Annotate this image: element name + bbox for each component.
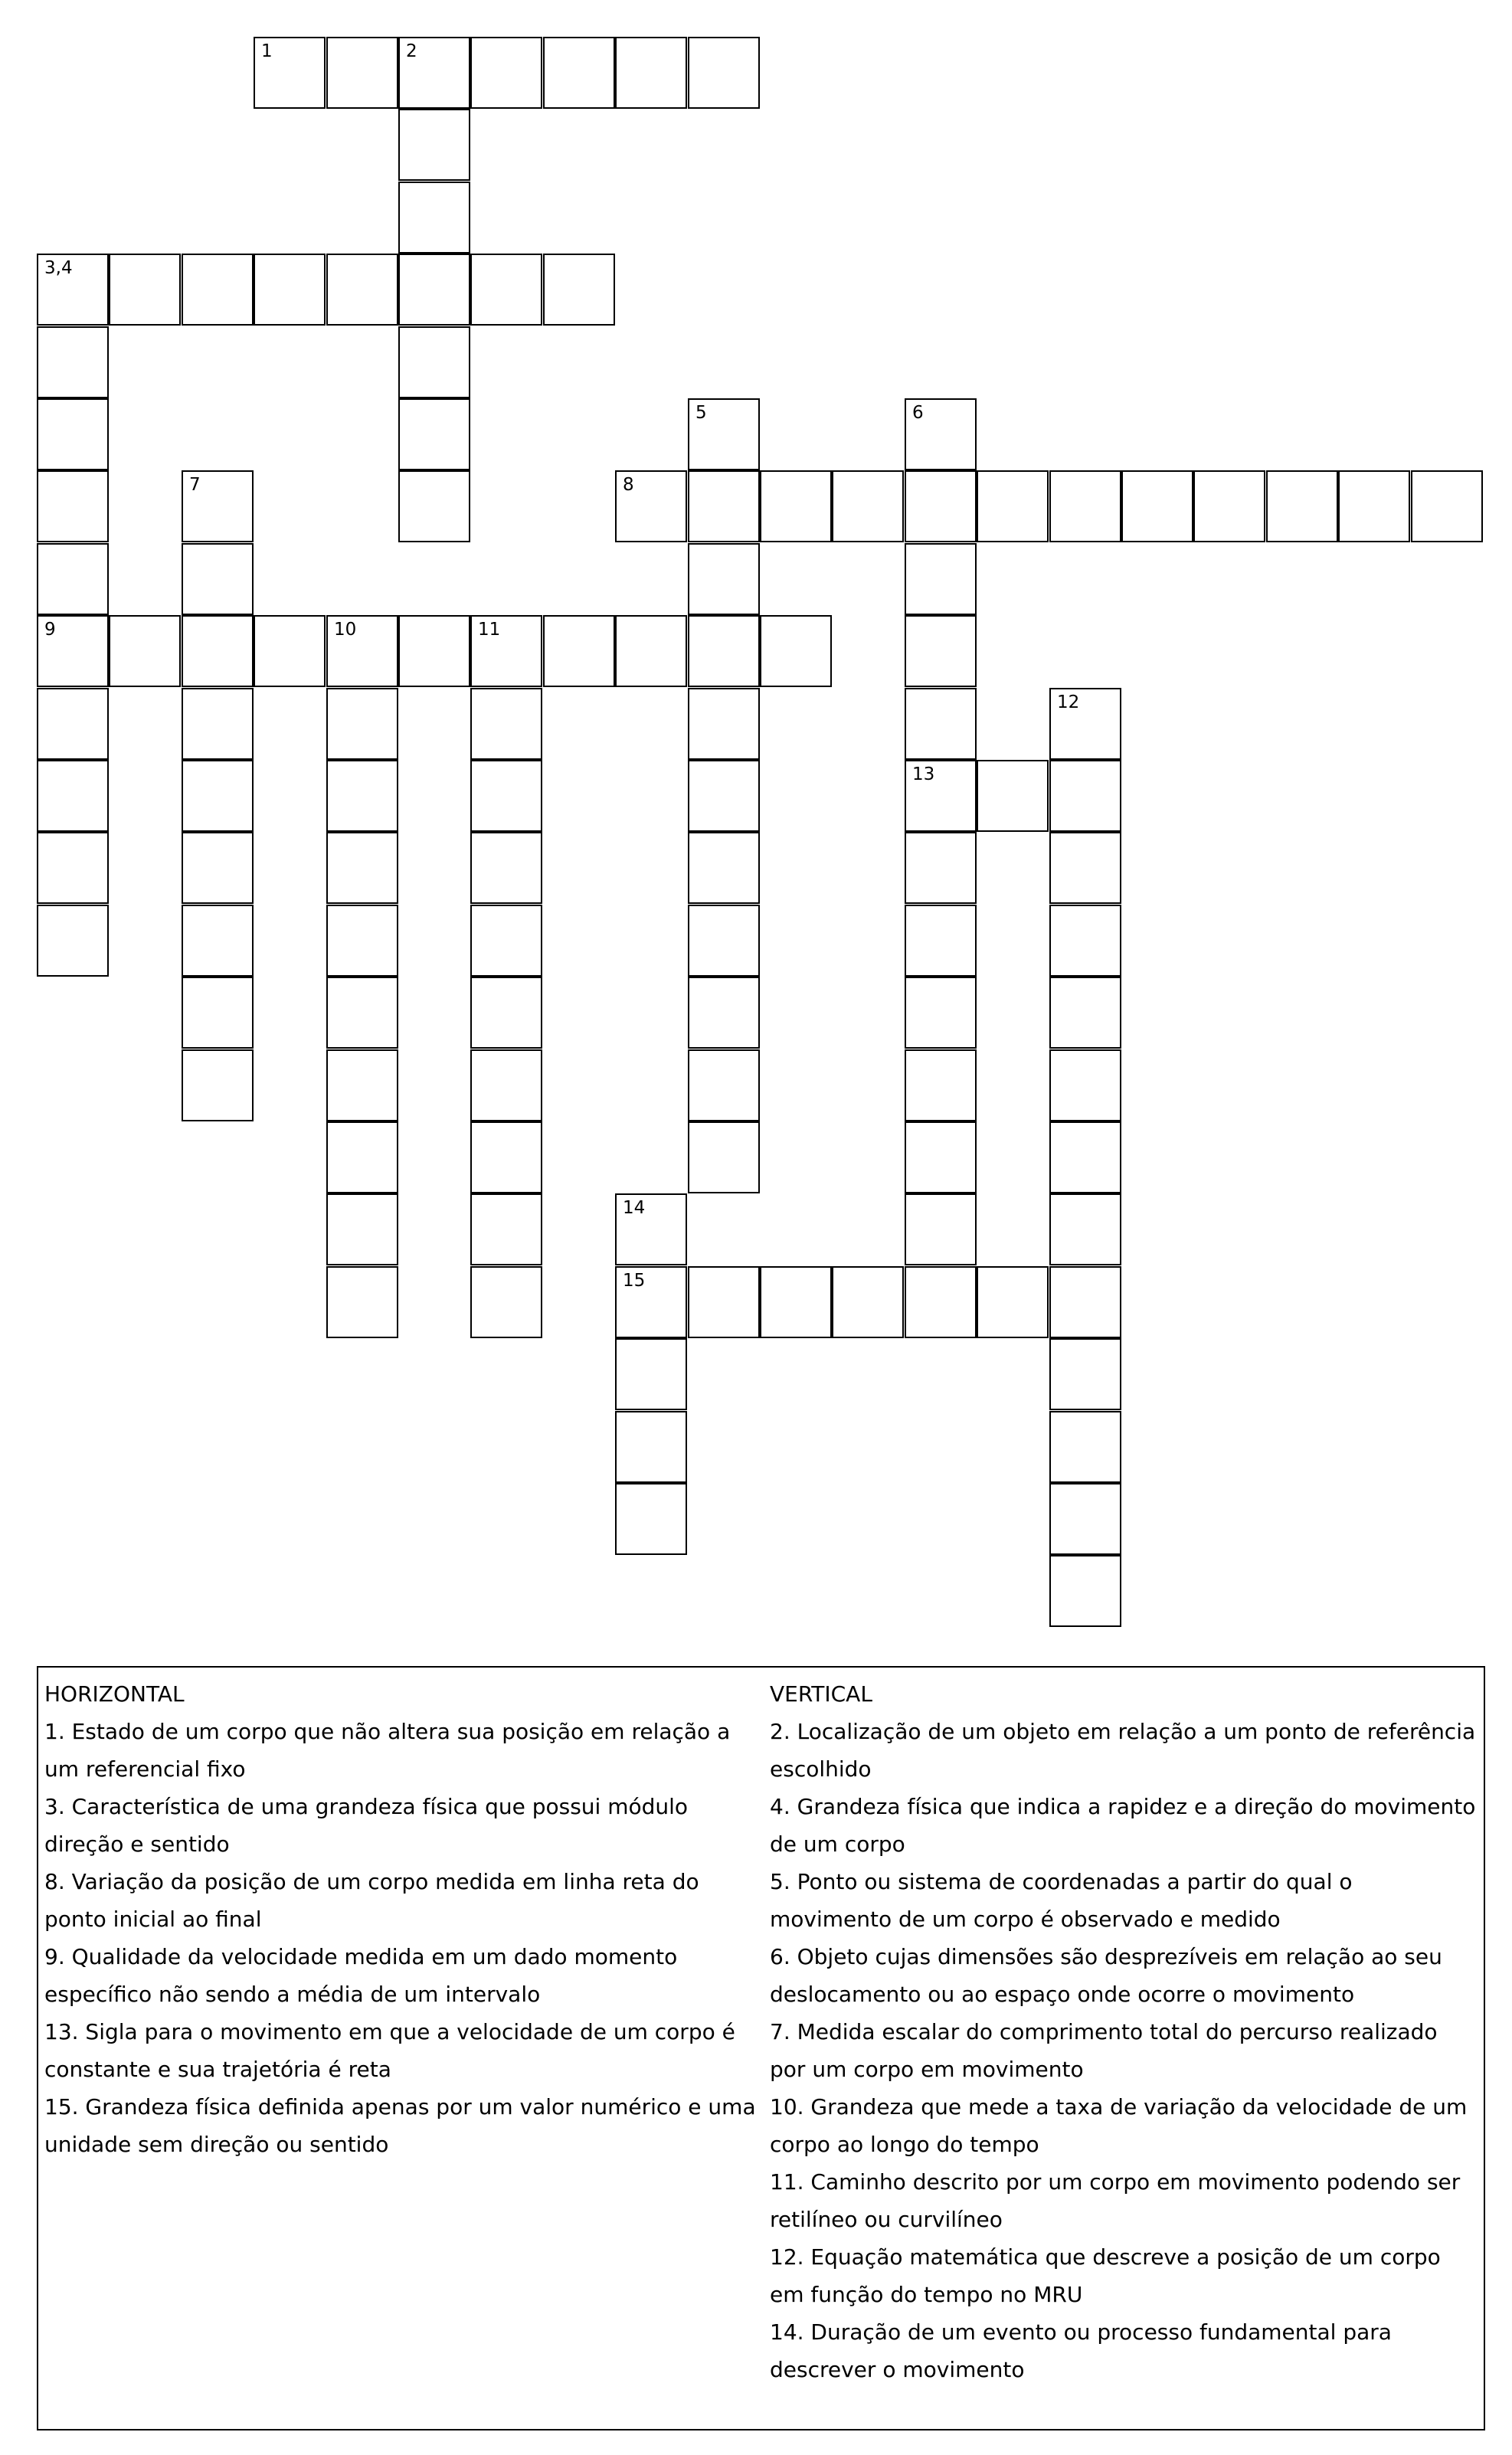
grid-cell[interactable] [470,832,542,904]
grid-cell[interactable] [905,977,977,1049]
horizontal-title: HORIZONTAL [44,1681,185,1707]
grid-cell[interactable] [543,37,615,109]
clue-number: 1 [261,41,273,61]
grid-cell[interactable] [470,905,542,977]
grid-cell[interactable] [326,1193,398,1265]
grid-cell[interactable] [37,543,109,615]
grid-cell[interactable] [37,326,109,398]
grid-cell[interactable] [688,688,760,760]
clue-number: 3,4 [44,258,73,278]
grid-cell[interactable] [1338,470,1410,542]
grid-cell[interactable] [760,470,832,542]
grid-cell[interactable] [326,977,398,1049]
clue-vertical-5: 5. Ponto ou sistema de coordenadas a partir do qual o movimento de um corpo é observado e medido [770,1869,1353,1932]
grid-cell[interactable] [109,254,181,326]
clue-number: 10 [334,620,357,640]
grid-cell[interactable] [470,37,542,109]
clue-vertical-4: 4. Grandeza física que indica a rapidez e a direção do movimento de um corpo [770,1794,1476,1857]
grid-cell[interactable] [688,832,760,904]
grid-cell[interactable] [326,760,398,832]
grid-cell[interactable] [470,760,542,832]
grid-cell[interactable] [470,1049,542,1121]
grid-cell[interactable] [615,1193,687,1265]
grid-cell[interactable] [688,470,760,542]
grid-cell[interactable] [688,398,760,470]
grid-cell[interactable] [326,254,398,326]
grid-cell[interactable] [182,977,254,1049]
grid-cell[interactable] [254,37,326,109]
horizontal-clues [44,1675,761,2163]
grid-cell[interactable] [1049,688,1121,760]
grid-cell[interactable] [543,254,615,326]
grid-cell[interactable] [905,1121,977,1193]
grid-cell[interactable] [1049,832,1121,904]
grid-cell[interactable] [254,254,326,326]
grid-cell[interactable] [37,254,109,326]
clues-panel [37,1666,1485,2430]
grid-cell[interactable] [905,905,977,977]
clue-number: 9 [44,620,56,640]
grid-cell[interactable] [470,615,542,687]
vertical-title: VERTICAL [770,1681,872,1707]
clue-vertical-7: 7. Medida escalar do comprimento total do percurso realizado por um corpo em movimento [770,2019,1438,2082]
grid-cell[interactable] [905,1193,977,1265]
grid-cell[interactable] [326,37,398,109]
grid-cell[interactable] [688,977,760,1049]
grid-cell[interactable] [1049,470,1121,542]
grid-cell[interactable] [688,905,760,977]
grid-cell[interactable] [326,1121,398,1193]
grid-cell[interactable] [182,1049,254,1121]
grid-cell[interactable] [1193,470,1265,542]
grid-cell[interactable] [688,760,760,832]
grid-cell[interactable] [615,1266,687,1338]
grid-cell[interactable] [182,760,254,832]
grid-cell[interactable] [182,543,254,615]
clue-number: 14 [623,1198,646,1218]
grid-cell[interactable] [326,832,398,904]
clue-horizontal-13: 13. Sigla para o movimento em que a velocidade de um corpo é constante e sua trajetória é reta [44,2019,735,2082]
grid-cell[interactable] [832,1266,904,1338]
clue-vertical-11: 11. Caminho descrito por um corpo em movimento podendo ser retilíneo ou curvilíneo [770,2169,1461,2232]
grid-cell[interactable] [543,615,615,687]
grid-cell[interactable] [688,37,760,109]
grid-cell[interactable] [905,1266,977,1338]
grid-cell[interactable] [398,398,470,470]
grid-cell[interactable] [1121,470,1193,542]
grid-cell[interactable] [832,470,904,542]
grid-cell[interactable] [1049,1338,1121,1410]
clue-vertical-2: 2. Localização de um objeto em relação a um ponto de referência escolhido [770,1719,1476,1782]
grid-cell[interactable] [37,398,109,470]
grid-cell[interactable] [1049,1555,1121,1627]
grid-cell[interactable] [182,615,254,687]
grid-cell[interactable] [977,1266,1049,1338]
clue-horizontal-9: 9. Qualidade da velocidade medida em um dado momento específico não sendo a média de um intervalo [44,1944,678,2007]
grid-cell[interactable] [688,615,760,687]
grid-cell[interactable] [109,615,181,687]
grid-cell[interactable] [977,470,1049,542]
grid-cell[interactable] [905,470,977,542]
grid-cell[interactable] [615,470,687,542]
clue-number: 2 [406,41,417,61]
grid-cell[interactable] [37,832,109,904]
grid-cell[interactable] [398,470,470,542]
grid-cell[interactable] [37,470,109,542]
grid-cell[interactable] [760,615,832,687]
clue-vertical-12: 12. Equação matemática que descreve a posição de um corpo em função do tempo no MRU [770,2244,1441,2307]
grid-cell[interactable] [1049,1049,1121,1121]
grid-cell[interactable] [1266,470,1338,542]
grid-cell[interactable] [1049,1411,1121,1483]
grid-cell[interactable] [398,615,470,687]
clue-number: 7 [189,475,201,495]
grid-cell[interactable] [688,543,760,615]
grid-cell[interactable] [688,1121,760,1193]
grid-cell[interactable] [398,37,470,109]
grid-cell[interactable] [1049,977,1121,1049]
vertical-clues [770,1675,1478,2388]
grid-cell[interactable] [470,1193,542,1265]
grid-cell[interactable] [326,1049,398,1121]
grid-cell[interactable] [182,832,254,904]
grid-cell[interactable] [398,254,470,326]
grid-cell[interactable] [37,905,109,977]
grid-cell[interactable] [688,1266,760,1338]
grid-cell[interactable] [977,760,1049,832]
clue-horizontal-15: 15. Grandeza física definida apenas por um valor numérico e uma unidade sem direção ou sentido [44,2094,756,2157]
grid-cell[interactable] [37,688,109,760]
grid-cell[interactable] [37,760,109,832]
grid-cell[interactable] [1049,1266,1121,1338]
grid-cell[interactable] [1049,1483,1121,1555]
clue-number: 13 [912,764,935,784]
clue-vertical-14: 14. Duração de um evento ou processo fundamental para descrever o movimento [770,2319,1392,2382]
grid-cell[interactable] [398,326,470,398]
clue-number: 6 [912,403,924,423]
grid-cell[interactable] [1049,1121,1121,1193]
grid-cell[interactable] [615,1483,687,1555]
clue-number: 8 [623,475,634,495]
grid-cell[interactable] [615,1411,687,1483]
clue-number: 5 [695,403,707,423]
clue-horizontal-1: 1. Estado de um corpo que não altera sua posição em relação a um referencial fixo [44,1719,731,1782]
grid-cell[interactable] [615,37,687,109]
grid-cell[interactable] [326,905,398,977]
grid-cell[interactable] [688,1049,760,1121]
clue-horizontal-8: 8. Variação da posição de um corpo medida em linha reta do ponto inicial ao final [44,1869,699,1932]
grid-cell[interactable] [760,1266,832,1338]
grid-cell[interactable] [254,615,326,687]
grid-cell[interactable] [1049,1193,1121,1265]
grid-cell[interactable] [905,615,977,687]
grid-cell[interactable] [182,254,254,326]
grid-cell[interactable] [905,760,977,832]
grid-cell[interactable] [905,1049,977,1121]
clue-number: 15 [623,1271,646,1291]
grid-cell[interactable] [905,543,977,615]
grid-cell[interactable] [470,254,542,326]
grid-cell[interactable] [398,182,470,254]
grid-cell[interactable] [182,905,254,977]
grid-cell[interactable] [326,688,398,760]
grid-cell[interactable] [905,398,977,470]
grid-cell[interactable] [182,470,254,542]
grid-cell[interactable] [182,688,254,760]
grid-cell[interactable] [326,1266,398,1338]
grid-cell[interactable] [326,615,398,687]
clue-vertical-6: 6. Objeto cujas dimensões são desprezíveis em relação ao seu deslocamento ou ao espaço onde ocorre o movimento [770,1944,1442,2007]
grid-cell[interactable] [905,688,977,760]
grid-cell[interactable] [1049,760,1121,832]
grid-cell[interactable] [905,832,977,904]
grid-cell[interactable] [470,1266,542,1338]
clue-vertical-10: 10. Grandeza que mede a taxa de variação da velocidade de um corpo ao longo do tempo [770,2094,1468,2157]
grid-cell[interactable] [1411,470,1483,542]
grid-cell[interactable] [37,615,109,687]
grid-cell[interactable] [470,688,542,760]
grid-cell[interactable] [470,977,542,1049]
grid-cell[interactable] [470,1121,542,1193]
grid-cell[interactable] [615,615,687,687]
clue-number: 11 [478,620,501,640]
grid-cell[interactable] [1049,905,1121,977]
clue-number: 12 [1057,692,1080,712]
clue-horizontal-3: 3. Característica de uma grandeza física que possui módulo direção e sentido [44,1794,689,1857]
grid-cell[interactable] [615,1338,687,1410]
grid-cell[interactable] [398,109,470,181]
